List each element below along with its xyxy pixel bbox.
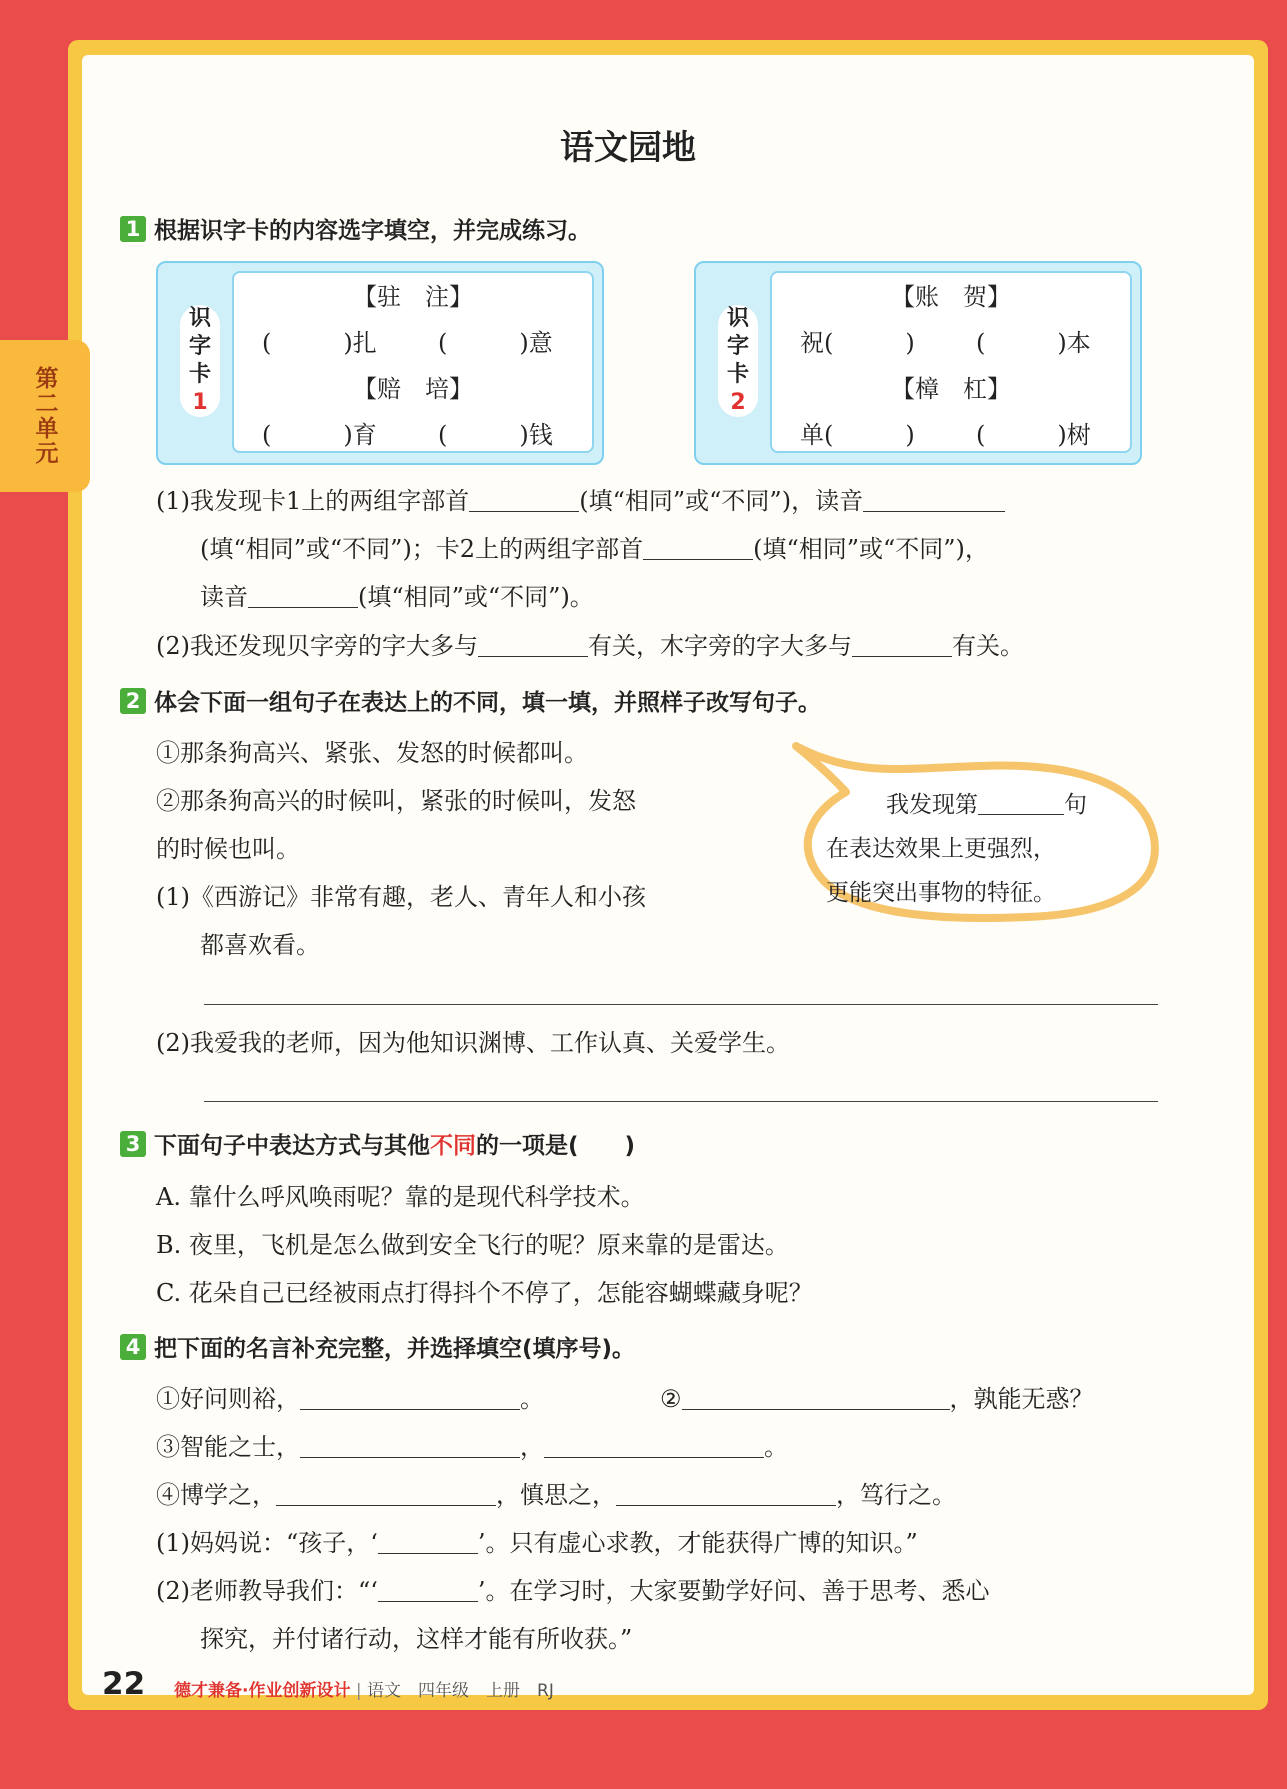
q3-option-c[interactable]: C. 花朵自己已经被雨点打得抖个不停了，怎能容蝴蝶藏身呢？: [156, 1279, 813, 1307]
q3-title: 下面句子中表达方式与其他: [154, 1133, 430, 1159]
word-card-1: [156, 261, 604, 465]
q3-title-emphasis: 不同: [430, 1133, 476, 1159]
q2-exercise-1-line2: 都喜欢看。: [200, 931, 320, 959]
answer-blank[interactable]: [978, 790, 1064, 815]
bubble-line-3: 更能突出事物的特征。: [826, 880, 1056, 906]
text: ，孰能无惑？: [949, 1385, 1094, 1413]
card-1-item: ( )意: [438, 329, 553, 357]
q3-option-b[interactable]: B. 夜里，飞机是怎么做到安全飞行的呢？原来靠的是雷达。: [156, 1231, 789, 1259]
footer-book-info: 语文 四年级 上册 RJ: [367, 1681, 554, 1701]
q4-line-2: [156, 1427, 788, 1462]
q2-exercise-2: (2)我爱我的老师，因为他知识渊博、工作认真、关爱学生。: [156, 1029, 790, 1057]
q4-sub-2-line1: [156, 1571, 990, 1606]
card-1-content: [232, 271, 594, 453]
text: 有关，木字旁的字大多与: [588, 632, 852, 660]
text: (1)妈妈说：“孩子，‘: [156, 1529, 378, 1557]
card-1-group-2: 【赔 培】: [353, 375, 473, 403]
footer-brand: 德才兼备·作业创新设计: [174, 1681, 351, 1701]
answer-blank[interactable]: [544, 1433, 764, 1458]
q1-sub1-line2: [200, 529, 989, 564]
q4-line-3: [156, 1475, 956, 1510]
q2-number: 2: [120, 688, 146, 714]
card-1-group-1: 【驻 注】: [353, 283, 473, 311]
card-1-label-char: 字: [188, 334, 211, 359]
footer-text: [174, 1676, 554, 1701]
q4-title: 把下面的名言补充完整，并选择填空(填序号)。: [154, 1336, 636, 1362]
q4-line-1b: [660, 1379, 1094, 1414]
card-1-label-char: 识: [188, 306, 211, 331]
page-title: 语文园地: [560, 128, 696, 168]
answer-blank[interactable]: [248, 583, 358, 608]
text: 。: [764, 1433, 788, 1461]
text: (1)我发现卡1上的两组字部首: [156, 487, 470, 515]
footer-divider: |: [350, 1681, 368, 1701]
text: (填“相同”或“不同”)，读音: [579, 487, 864, 515]
answer-blank[interactable]: [863, 487, 1005, 512]
q3-number: 3: [120, 1131, 146, 1157]
q1-number: 1: [120, 216, 146, 242]
q2-header: [120, 684, 821, 717]
unit-tab-label: 第二单元: [31, 366, 58, 466]
card-1-item: ( )钱: [438, 421, 553, 449]
card-2-item: 祝( ): [800, 329, 915, 357]
q4-sub-1: [156, 1523, 918, 1558]
card-1-item: ( )扎: [262, 329, 377, 357]
q1-sub2: [156, 626, 1024, 661]
answer-blank[interactable]: [300, 1385, 520, 1410]
text: (填“相同”或“不同”)，: [753, 535, 989, 563]
q2-sentence-1: ①那条狗高兴、紧张、发怒的时候都叫。: [156, 739, 588, 767]
text: ④博学之，: [156, 1481, 276, 1509]
answer-blank[interactable]: [378, 1577, 478, 1602]
text: (填“相同”或“不同”)；卡2上的两组字部首: [200, 535, 644, 563]
answer-blank[interactable]: [852, 632, 952, 657]
answer-blank[interactable]: [478, 632, 588, 657]
q3-title-end: 的一项是( ): [476, 1133, 636, 1159]
card-2-label: [718, 305, 758, 417]
card-1-label: [180, 305, 220, 417]
answer-blank[interactable]: [682, 1385, 950, 1410]
text: ，慎思之，: [496, 1481, 616, 1509]
text: ②: [660, 1385, 682, 1413]
card-1-label-number: 1: [192, 390, 208, 415]
q2-answer-line-2[interactable]: [204, 1101, 1158, 1102]
q1-sub1-line1: [156, 481, 1005, 516]
text: ，笃行之。: [836, 1481, 956, 1509]
text: 有关。: [952, 632, 1024, 660]
card-2-group-2: 【樟 杠】: [891, 375, 1011, 403]
q3-header: [120, 1127, 635, 1160]
text: 读音: [200, 583, 248, 611]
q1-title: 根据识字卡的内容选字填空，并完成练习。: [154, 218, 591, 244]
answer-blank[interactable]: [469, 487, 579, 512]
text: ①好问则裕，: [156, 1385, 300, 1413]
text: ’。在学习时，大家要勤学好问、善于思考、悉心: [477, 1577, 990, 1605]
card-2-label-number: 2: [730, 390, 746, 415]
card-2-item: ( )本: [976, 329, 1091, 357]
text: 句: [1064, 792, 1087, 818]
answer-blank[interactable]: [378, 1529, 478, 1554]
text: ③智能之士，: [156, 1433, 300, 1461]
text: (填“相同”或“不同”)。: [358, 583, 594, 611]
q2-title: 体会下面一组句子在表达上的不同，填一填，并照样子改写句子。: [154, 690, 821, 716]
word-card-2: [694, 261, 1142, 465]
q1-header: [120, 212, 591, 245]
answer-blank[interactable]: [643, 535, 753, 560]
q4-sub-2-line2: 探究，并付诸行动，这样才能有所收获。”: [200, 1625, 633, 1653]
text: (2)老师教导我们：“‘: [156, 1577, 378, 1605]
unit-tab: [0, 340, 90, 492]
card-1-label-char: 卡: [188, 362, 211, 387]
card-2-content: [770, 271, 1132, 453]
card-2-label-char: 字: [726, 334, 749, 359]
bubble-line-2: 在表达效果上更强烈，: [826, 836, 1056, 862]
q4-header: [120, 1330, 635, 1363]
card-2-item: ( )树: [976, 421, 1091, 449]
q4-line-1a: [156, 1379, 544, 1414]
q2-answer-line-1[interactable]: [204, 1004, 1158, 1005]
answer-blank[interactable]: [276, 1481, 496, 1506]
card-2-label-char: 识: [726, 306, 749, 331]
card-1-item: ( )育: [262, 421, 377, 449]
q3-option-a[interactable]: A. 靠什么呼风唤雨呢？靠的是现代科学技术。: [156, 1183, 645, 1211]
q2-sentence-2-line1: ②那条狗高兴的时候叫，紧张的时候叫，发怒: [156, 787, 636, 815]
card-2-item: 单( ): [800, 421, 915, 449]
answer-blank[interactable]: [300, 1433, 520, 1458]
q2-sentence-2-line2: 的时候也叫。: [156, 835, 300, 863]
answer-blank[interactable]: [616, 1481, 836, 1506]
q4-number: 4: [120, 1334, 146, 1360]
text: 。: [520, 1385, 544, 1413]
card-2-group-1: 【账 贺】: [891, 283, 1011, 311]
text: (2)我还发现贝字旁的字大多与: [156, 632, 478, 660]
page-number: 22: [102, 1666, 146, 1702]
text: 我发现第: [886, 792, 978, 818]
text: ，: [520, 1433, 544, 1461]
q2-exercise-1-line1: (1)《西游记》非常有趣，老人、青年人和小孩: [156, 883, 646, 911]
text: ’。只有虚心求教，才能获得广博的知识。”: [477, 1529, 918, 1557]
card-2-label-char: 卡: [726, 362, 749, 387]
q1-sub1-line3: [200, 577, 594, 612]
bubble-line-1: [886, 786, 1087, 819]
